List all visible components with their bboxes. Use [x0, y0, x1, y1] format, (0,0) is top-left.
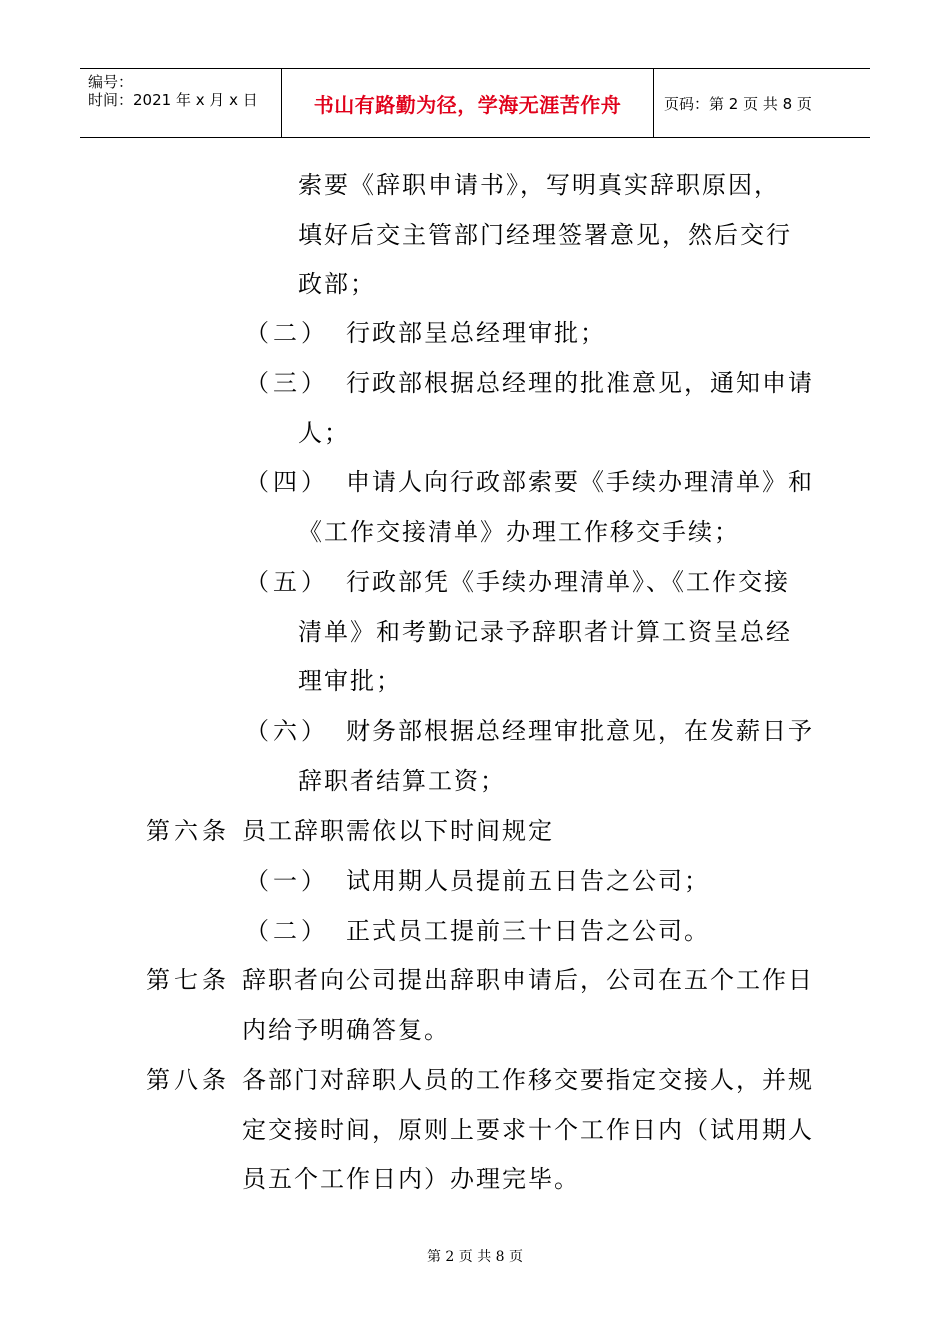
- article-continuation: 内给予明确答复。: [242, 1016, 450, 1044]
- item-text: 正式员工提前三十日告之公司。: [346, 917, 710, 945]
- item-continuation: 清单》和考勤记录予辞职者计算工资呈总经: [298, 618, 792, 646]
- header-meta: [80, 69, 282, 137]
- item-text: 申请人向行政部索要《手续办理清单》和: [346, 468, 814, 496]
- item-label: （三）: [245, 369, 329, 397]
- header-motto: 书山有路勤为径，学海无涯苦作舟: [313, 92, 622, 117]
- article-continuation: 员五个工作日内）办理完毕。: [242, 1165, 580, 1193]
- item-continuation: 辞职者结算工资；: [298, 767, 506, 795]
- article-text: 各部门对辞职人员的工作移交要指定交接人，并规: [242, 1066, 814, 1094]
- text-line: 政部；: [298, 270, 376, 298]
- item-text: 行政部根据总经理的批准意见，通知申请: [346, 369, 814, 397]
- item-label: （一）: [245, 867, 329, 895]
- item-continuation: 人；: [298, 419, 350, 447]
- item-continuation: 《工作交接清单》办理工作移交手续；: [298, 518, 740, 546]
- item-label: （四）: [245, 468, 329, 496]
- page-footer: 第 2 页 共 8 页: [426, 1249, 524, 1265]
- item-label: （二）: [245, 319, 329, 347]
- article-continuation: 定交接时间，原则上要求十个工作日内（试用期人: [242, 1116, 814, 1144]
- item-label: （二）: [245, 917, 329, 945]
- text-line: 索要《辞职申请书》，写明真实辞职原因，: [298, 171, 780, 199]
- document-number-label: 编号：: [88, 73, 134, 91]
- text-line: 填好后交主管部门经理签署意见，然后交行: [298, 221, 792, 249]
- item-text: 行政部呈总经理审批；: [346, 319, 606, 347]
- item-label: （六）: [245, 717, 329, 745]
- article-text: 辞职者向公司提出辞职申请后，公司在五个工作日: [242, 966, 814, 994]
- document-time-label: 时间：2021 年 x 月 x 日: [88, 91, 258, 109]
- article-label: 第六条: [146, 817, 230, 845]
- article-text: 员工辞职需依以下时间规定: [242, 817, 554, 845]
- item-text: 财务部根据总经理审批意见，在发薪日予: [346, 717, 814, 745]
- item-label: （五）: [245, 568, 329, 596]
- header-motto-cell: [282, 69, 654, 137]
- page-header: [80, 68, 870, 138]
- article-label: 第八条: [146, 1066, 230, 1094]
- item-text: 行政部凭《手续办理清单》、《工作交接: [346, 568, 790, 596]
- article-label: 第七条: [146, 966, 230, 994]
- header-page-info: 页码：第 2 页 共 8 页: [664, 94, 812, 113]
- item-text: 试用期人员提前五日告之公司；: [346, 867, 710, 895]
- item-continuation: 理审批；: [298, 667, 402, 695]
